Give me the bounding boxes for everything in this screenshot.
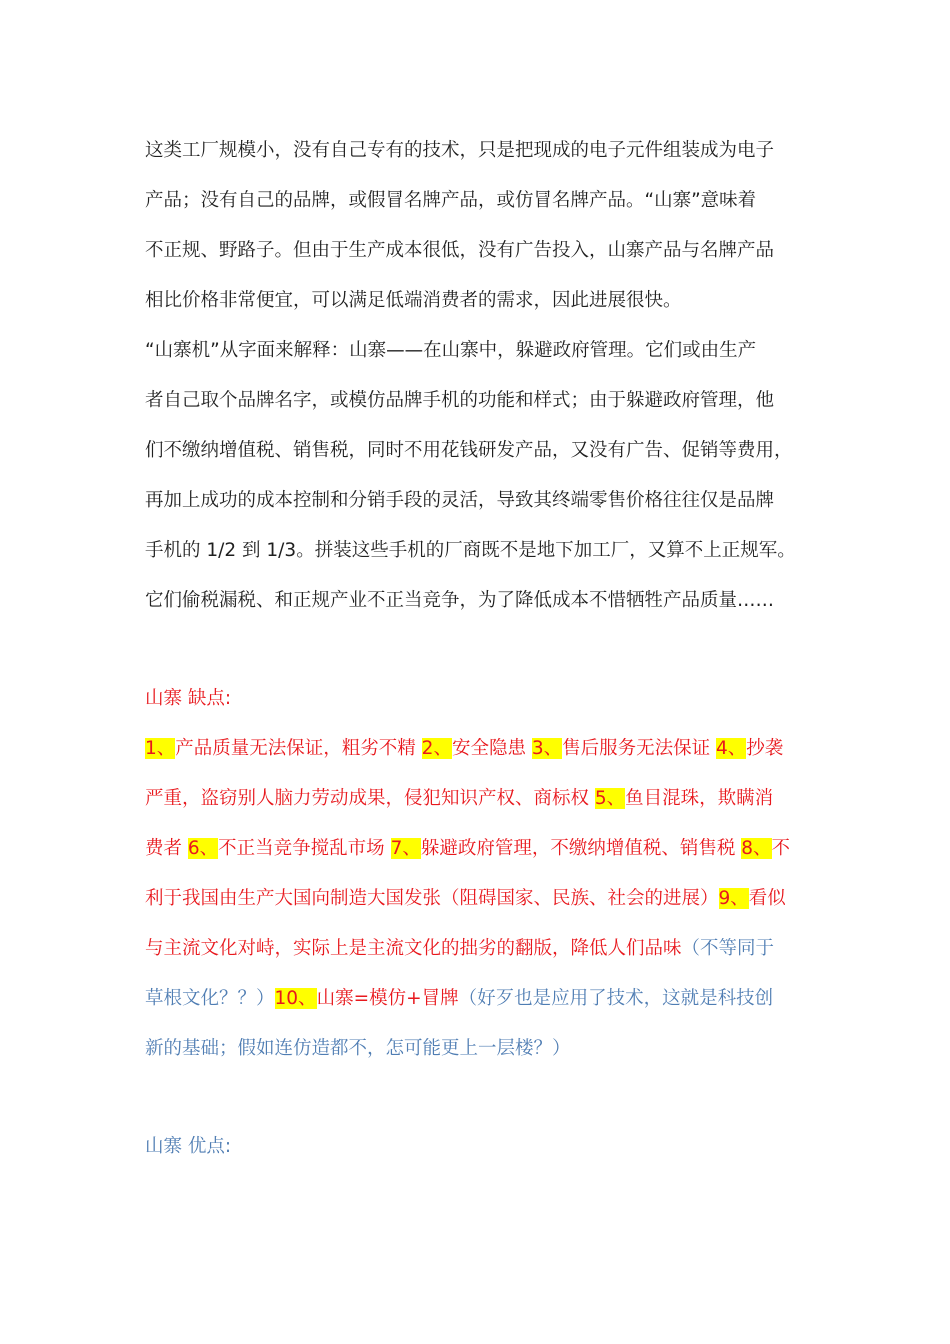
cons-line-3 bbox=[145, 836, 790, 862]
cons-text: 费者 bbox=[145, 838, 188, 859]
paragraph-1-line: 这类工厂规模小，没有自己专有的技术，只是把现成的电子元件组装成为电子 bbox=[145, 140, 775, 161]
paragraph-2-line: 者自己取个品牌名字，或模仿品牌手机的功能和样式；由于躲避政府管理，他 bbox=[145, 390, 775, 411]
cons-text: 抄袭 bbox=[746, 738, 784, 759]
cons-line-6 bbox=[145, 986, 773, 1012]
cons-number: 1、 bbox=[145, 738, 176, 759]
cons-text: 安全隐患 bbox=[451, 738, 532, 759]
cons-text: 不 bbox=[771, 838, 791, 859]
cons-text: 售后服务无法保证 bbox=[562, 738, 717, 759]
paragraph-2-line: 们不缴纳增值税、销售税，同时不用花钱研发产品，又没有广告、促销等费用， bbox=[145, 440, 793, 461]
paragraph-1-line: 相比价格非常便宜，可以满足低端消费者的需求，因此进展很快。 bbox=[145, 290, 682, 311]
cons-number: 9、 bbox=[718, 888, 749, 909]
cons-note: 新的基础；假如连仿造都不，怎可能更上一层楼？） bbox=[145, 1038, 571, 1059]
cons-text: 严重，盗窃别人脑力劳动成果，侵犯知识产权、商标权 bbox=[145, 788, 595, 809]
cons-note: 草根文化？？） bbox=[145, 988, 275, 1009]
cons-text: 与主流文化对峙，实际上是主流文化的拙劣的翻版，降低人们品味 bbox=[145, 938, 682, 959]
paragraph-1-line: 产品；没有自己的品牌，或假冒名牌产品，或仿冒名牌产品。“山寨”意味着 bbox=[145, 190, 757, 211]
cons-line-5 bbox=[145, 936, 774, 962]
cons-note: （好歹也是应用了技术，这就是科技创 bbox=[458, 988, 774, 1009]
cons-text: 看似 bbox=[748, 888, 786, 909]
cons-text: 不正当竞争搅乱市场 bbox=[218, 838, 391, 859]
paragraph-2-line: 它们偷税漏税、和正规产业不正当竞争，为了降低成本不惜牺牲产品质量…… bbox=[145, 590, 775, 611]
paragraph-1-line: 不正规、野路子。但由于生产成本很低，没有广告投入，山寨产品与名牌产品 bbox=[145, 240, 775, 261]
cons-text: 鱼目混珠，欺瞒消 bbox=[625, 788, 774, 809]
cons-number: 3、 bbox=[531, 738, 563, 759]
paragraph-2-line: 再加上成功的成本控制和分销手段的灵活，导致其终端零售价格往往仅是品牌 bbox=[145, 490, 775, 511]
cons-line-4 bbox=[145, 886, 786, 912]
cons-line-2 bbox=[145, 786, 773, 812]
cons-number: 6、 bbox=[187, 838, 219, 859]
cons-number: 5、 bbox=[594, 788, 626, 809]
cons-number: 4、 bbox=[716, 738, 747, 759]
paragraph-2-line: 手机的 1/2 到 1/3。拼装这些手机的厂商既不是地下加工厂，又算不上正规军。 bbox=[145, 540, 796, 561]
paragraph-2-line: “山寨机”从字面来解释：山寨——在山寨中，躲避政府管理。它们或由生产 bbox=[145, 340, 757, 361]
cons-text: 利于我国由生产大国向制造大国发张（阻碍国家、民族、社会的进展） bbox=[145, 888, 719, 909]
cons-text: 产品质量无法保证，粗劣不精 bbox=[175, 738, 422, 759]
cons-number: 10、 bbox=[274, 988, 317, 1009]
cons-heading: 山寨 缺点: bbox=[145, 688, 232, 709]
pros-heading: 山寨 优点: bbox=[145, 1136, 232, 1157]
cons-text: 山寨=模仿+冒牌 bbox=[316, 988, 459, 1009]
cons-number: 2、 bbox=[421, 738, 452, 759]
cons-line-1 bbox=[145, 736, 783, 762]
cons-text: 躲避政府管理，不缴纳增值税、销售税 bbox=[420, 838, 742, 859]
cons-line-7 bbox=[145, 1036, 571, 1062]
cons-number: 8、 bbox=[741, 838, 772, 859]
cons-number: 7、 bbox=[390, 838, 421, 859]
cons-note: （不等同于 bbox=[681, 938, 775, 959]
